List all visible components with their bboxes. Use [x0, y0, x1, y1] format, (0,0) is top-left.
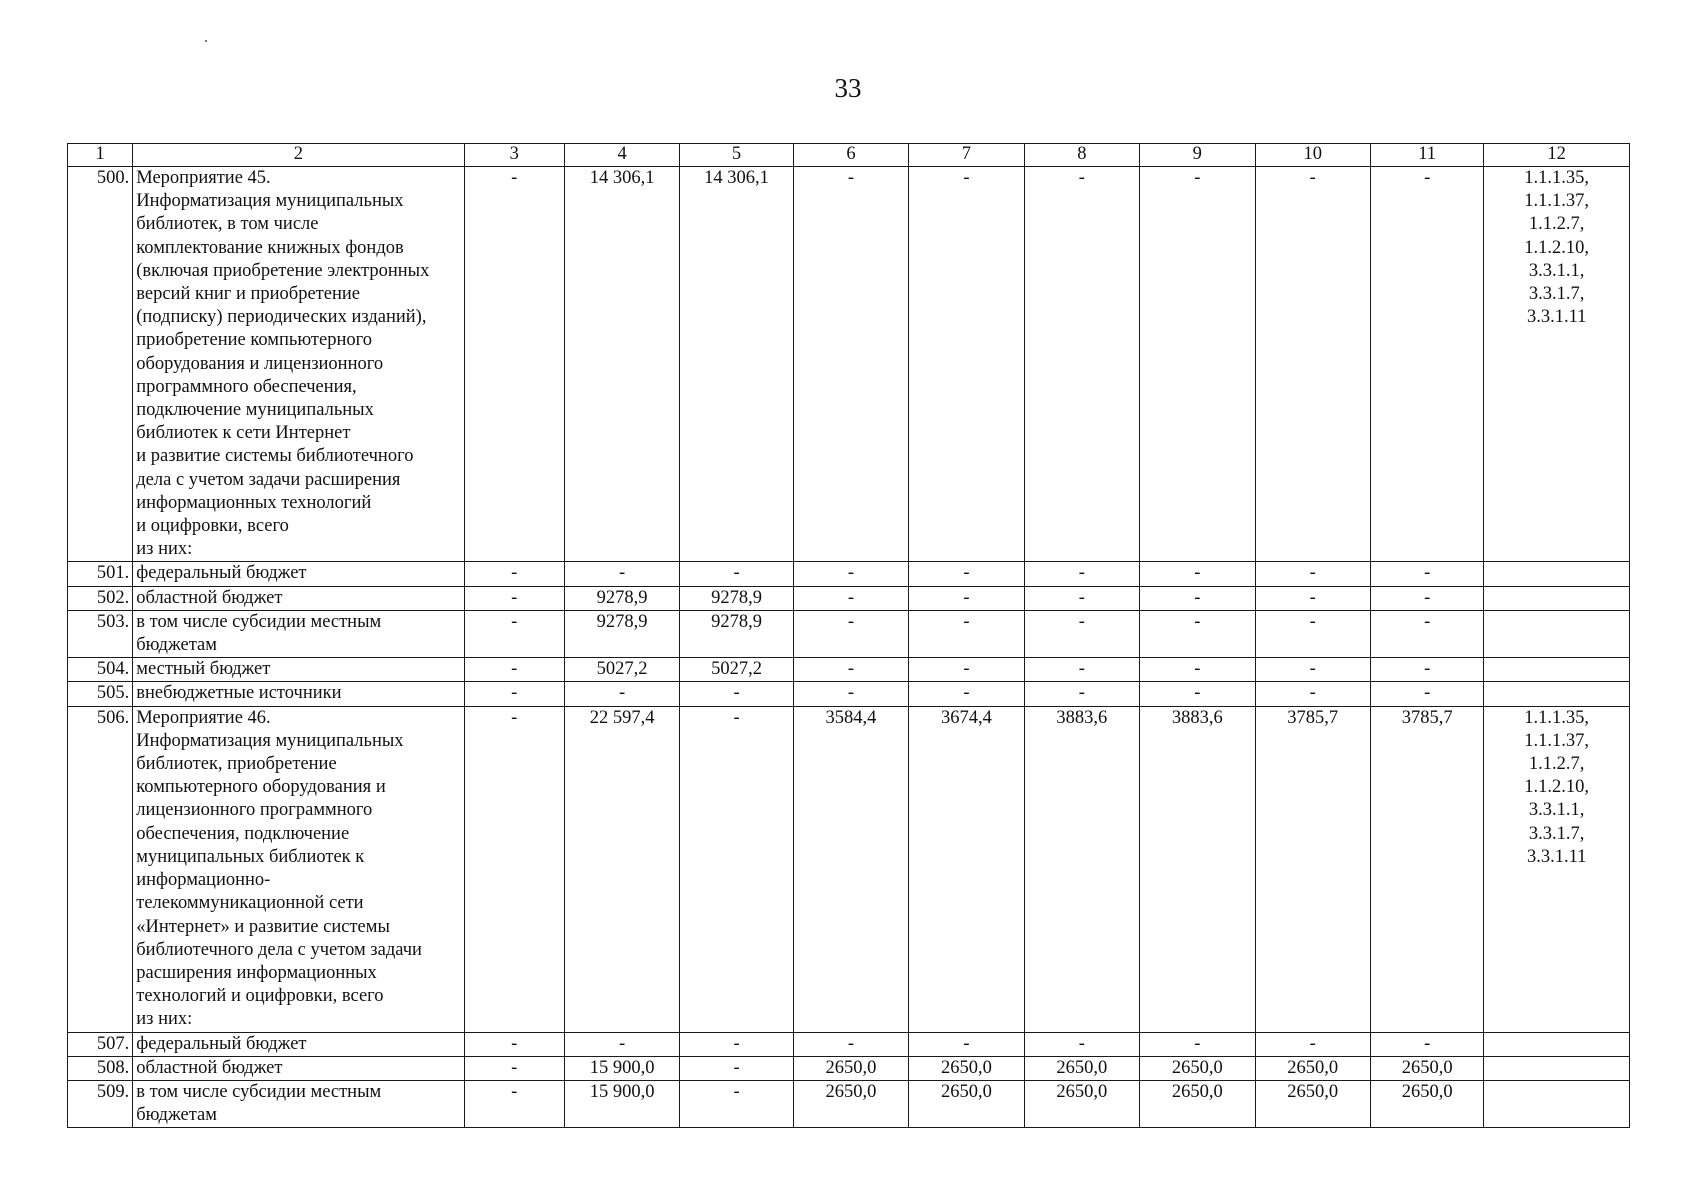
- indicator-code: 3.3.1.7,: [1528, 284, 1585, 305]
- table-row: [68, 1032, 1630, 1056]
- row-number: 507.: [68, 1032, 133, 1056]
- row-name-line: (включая приобретение электронных: [136, 260, 430, 281]
- budget-table: [67, 143, 1630, 1128]
- row-number: 509.: [68, 1080, 133, 1127]
- row-name: [133, 1080, 464, 1127]
- row-name-line: областной бюджет: [136, 587, 283, 608]
- value-cell: -: [464, 658, 564, 682]
- value-cell: 9278,9: [564, 586, 679, 610]
- value-cell: 14 306,1: [680, 167, 793, 562]
- indicator-codes: [1484, 610, 1630, 657]
- value-cell: -: [1370, 682, 1483, 706]
- column-header: 6: [793, 144, 908, 167]
- row-name-line: федеральный бюджет: [136, 1033, 307, 1054]
- value-cell: 2650,0: [1140, 1080, 1255, 1127]
- indicator-codes: [1484, 658, 1630, 682]
- row-name-line: бюджетам: [136, 635, 217, 656]
- column-header: 9: [1140, 144, 1255, 167]
- row-name-line: дела с учетом задачи расширения: [136, 469, 401, 490]
- value-cell: -: [464, 1080, 564, 1127]
- value-cell: -: [1024, 610, 1139, 657]
- column-header: 1: [68, 144, 133, 167]
- value-cell: -: [909, 586, 1024, 610]
- value-cell: -: [1140, 610, 1255, 657]
- row-name-line: лицензионного программного: [136, 800, 373, 821]
- value-cell: -: [1024, 167, 1139, 562]
- row-name: [133, 610, 464, 657]
- row-name-line: оборудования и лицензионного: [136, 353, 384, 374]
- row-name-line: внебюджетные источники: [136, 683, 342, 704]
- indicator-code: 1.1.2.10,: [1524, 237, 1590, 258]
- value-cell: 22 597,4: [564, 706, 679, 1032]
- indicator-code: 1.1.2.7,: [1528, 214, 1585, 235]
- row-name-line: из них:: [136, 539, 193, 560]
- row-name-line: Информатизация муниципальных: [136, 191, 404, 212]
- value-cell: -: [564, 562, 679, 586]
- column-header: 12: [1484, 144, 1630, 167]
- value-cell: 2650,0: [793, 1056, 908, 1080]
- column-header: 3: [464, 144, 564, 167]
- value-cell: -: [464, 1056, 564, 1080]
- value-cell: 14 306,1: [564, 167, 679, 562]
- column-number-row: [68, 144, 1630, 167]
- value-cell: 2650,0: [793, 1080, 908, 1127]
- value-cell: -: [1024, 682, 1139, 706]
- row-name: [133, 586, 464, 610]
- value-cell: -: [1255, 682, 1370, 706]
- indicator-codes: [1484, 1056, 1630, 1080]
- value-cell: -: [464, 682, 564, 706]
- row-name-line: из них:: [136, 1009, 193, 1030]
- table-row: [68, 562, 1630, 586]
- value-cell: -: [464, 562, 564, 586]
- row-name-line: компьютерного оборудования и: [136, 777, 386, 798]
- row-name-line: телекоммуникационной сети: [136, 893, 364, 914]
- row-name-line: обеспечения, подключение: [136, 823, 350, 844]
- value-cell: 2650,0: [1370, 1080, 1483, 1127]
- row-name-line: технологий и оцифровки, всего: [136, 986, 384, 1007]
- indicator-codes: [1484, 586, 1630, 610]
- value-cell: -: [564, 1032, 679, 1056]
- value-cell: -: [909, 682, 1024, 706]
- column-header: 2: [133, 144, 464, 167]
- column-header: 5: [680, 144, 793, 167]
- value-cell: -: [1370, 586, 1483, 610]
- value-cell: -: [909, 562, 1024, 586]
- row-number: 506.: [68, 706, 133, 1032]
- row-name: [133, 1056, 464, 1080]
- row-name-line: (подписку) периодических изданий),: [136, 307, 427, 328]
- value-cell: -: [793, 1032, 908, 1056]
- value-cell: -: [464, 610, 564, 657]
- row-name-line: и оцифровки, всего: [136, 516, 289, 537]
- value-cell: -: [1255, 586, 1370, 610]
- value-cell: 3785,7: [1255, 706, 1370, 1032]
- row-number: 501.: [68, 562, 133, 586]
- value-cell: -: [1255, 610, 1370, 657]
- value-cell: -: [1370, 562, 1483, 586]
- row-name: [133, 562, 464, 586]
- value-cell: 2650,0: [1024, 1080, 1139, 1127]
- indicator-code: 1.1.1.37,: [1524, 730, 1590, 751]
- value-cell: 2650,0: [1255, 1056, 1370, 1080]
- row-number: 505.: [68, 682, 133, 706]
- value-cell: -: [1024, 1032, 1139, 1056]
- row-name-line: в том числе субсидии местным: [136, 611, 382, 632]
- row-name-line: информационных технологий: [136, 492, 372, 513]
- value-cell: 2650,0: [909, 1080, 1024, 1127]
- value-cell: -: [1140, 1032, 1255, 1056]
- table-row: [68, 658, 1630, 682]
- row-name-line: подключение муниципальных: [136, 400, 374, 421]
- table-body: [68, 167, 1630, 1128]
- indicator-code: 3.3.1.11: [1526, 846, 1587, 867]
- value-cell: -: [680, 706, 793, 1032]
- value-cell: -: [909, 610, 1024, 657]
- row-name: [133, 1032, 464, 1056]
- value-cell: -: [1140, 562, 1255, 586]
- row-name: [133, 682, 464, 706]
- value-cell: -: [1370, 167, 1483, 562]
- table-row: [68, 682, 1630, 706]
- value-cell: -: [1370, 1032, 1483, 1056]
- value-cell: 2650,0: [1024, 1056, 1139, 1080]
- column-header: 11: [1370, 144, 1483, 167]
- row-name-line: версий книг и приобретение: [136, 284, 360, 305]
- value-cell: 9278,9: [564, 610, 679, 657]
- value-cell: 15 900,0: [564, 1080, 679, 1127]
- row-number: 508.: [68, 1056, 133, 1080]
- table-row: [68, 1056, 1630, 1080]
- column-header: 7: [909, 144, 1024, 167]
- row-name-line: библиотек, в том числе: [136, 214, 319, 235]
- value-cell: 9278,9: [680, 610, 793, 657]
- value-cell: -: [1024, 562, 1139, 586]
- value-cell: -: [1140, 658, 1255, 682]
- row-name-line: расширения информационных: [136, 962, 377, 983]
- row-name-line: федеральный бюджет: [136, 563, 307, 584]
- table-row: [68, 167, 1630, 562]
- value-cell: -: [680, 1080, 793, 1127]
- row-name-line: местный бюджет: [136, 659, 271, 680]
- row-name: [133, 167, 464, 562]
- indicator-codes: [1484, 1080, 1630, 1127]
- value-cell: 5027,2: [564, 658, 679, 682]
- value-cell: 9278,9: [680, 586, 793, 610]
- value-cell: -: [1140, 682, 1255, 706]
- row-name-line: библиотечного дела с учетом задачи: [136, 939, 422, 960]
- value-cell: -: [1024, 586, 1139, 610]
- indicator-code: 3.3.1.1,: [1528, 800, 1585, 821]
- row-name-line: Мероприятие 46.: [136, 707, 271, 728]
- value-cell: -: [793, 562, 908, 586]
- row-name-line: «Интернет» и развитие системы: [136, 916, 390, 937]
- scan-speck: [205, 40, 207, 42]
- value-cell: -: [680, 682, 793, 706]
- column-header: 8: [1024, 144, 1139, 167]
- value-cell: -: [464, 1032, 564, 1056]
- row-number: 503.: [68, 610, 133, 657]
- value-cell: -: [909, 658, 1024, 682]
- value-cell: 2650,0: [1140, 1056, 1255, 1080]
- row-name-line: информационно-: [136, 870, 271, 891]
- value-cell: -: [1140, 586, 1255, 610]
- row-name-line: и развитие системы библиотечного: [136, 446, 414, 467]
- value-cell: 15 900,0: [564, 1056, 679, 1080]
- value-cell: -: [793, 682, 908, 706]
- value-cell: -: [1024, 658, 1139, 682]
- value-cell: -: [680, 1032, 793, 1056]
- row-number: 502.: [68, 586, 133, 610]
- table-row: [68, 1080, 1630, 1127]
- indicator-codes: [1484, 682, 1630, 706]
- value-cell: 2650,0: [1255, 1080, 1370, 1127]
- indicator-code: 1.1.2.10,: [1524, 777, 1590, 798]
- row-name-line: библиотек к сети Интернет: [136, 423, 351, 444]
- value-cell: -: [1255, 658, 1370, 682]
- table-row: [68, 706, 1630, 1032]
- value-cell: 2650,0: [909, 1056, 1024, 1080]
- indicator-code: 3.3.1.1,: [1528, 260, 1585, 281]
- indicator-code: 3.3.1.11: [1526, 307, 1587, 328]
- value-cell: 3584,4: [793, 706, 908, 1032]
- row-name-line: муниципальных библиотек к: [136, 846, 365, 867]
- row-name: [133, 658, 464, 682]
- value-cell: 3674,4: [909, 706, 1024, 1032]
- row-name-line: областной бюджет: [136, 1057, 283, 1078]
- value-cell: -: [1255, 167, 1370, 562]
- column-header: 4: [564, 144, 679, 167]
- row-name-line: Информатизация муниципальных: [136, 730, 404, 751]
- row-number: 504.: [68, 658, 133, 682]
- table-row: [68, 610, 1630, 657]
- column-header: 10: [1255, 144, 1370, 167]
- value-cell: -: [793, 167, 908, 562]
- value-cell: -: [1255, 562, 1370, 586]
- row-number: 500.: [68, 167, 133, 562]
- value-cell: -: [464, 167, 564, 562]
- value-cell: 3883,6: [1140, 706, 1255, 1032]
- value-cell: -: [793, 586, 908, 610]
- value-cell: -: [464, 586, 564, 610]
- value-cell: -: [793, 610, 908, 657]
- row-name-line: бюджетам: [136, 1105, 217, 1126]
- value-cell: -: [464, 706, 564, 1032]
- row-name-line: приобретение компьютерного: [136, 330, 372, 351]
- value-cell: -: [1140, 167, 1255, 562]
- value-cell: -: [909, 1032, 1024, 1056]
- indicator-codes: [1484, 562, 1630, 586]
- indicator-code: 1.1.1.37,: [1524, 191, 1590, 212]
- row-name-line: комплектование книжных фондов: [136, 237, 404, 258]
- value-cell: -: [564, 682, 679, 706]
- value-cell: -: [1370, 658, 1483, 682]
- indicator-code: 1.1.2.7,: [1528, 754, 1585, 775]
- value-cell: 3785,7: [1370, 706, 1483, 1032]
- row-name-line: программного обеспечения,: [136, 376, 357, 397]
- indicator-code: 3.3.1.7,: [1528, 823, 1585, 844]
- value-cell: 2650,0: [1370, 1056, 1483, 1080]
- indicator-codes: [1484, 706, 1630, 1032]
- row-name-line: в том числе субсидии местным: [136, 1081, 382, 1102]
- value-cell: 5027,2: [680, 658, 793, 682]
- row-name-line: библиотек, приобретение: [136, 754, 337, 775]
- value-cell: -: [1255, 1032, 1370, 1056]
- indicator-codes: [1484, 167, 1630, 562]
- row-name: [133, 706, 464, 1032]
- indicator-codes: [1484, 1032, 1630, 1056]
- value-cell: -: [793, 658, 908, 682]
- value-cell: -: [1370, 610, 1483, 657]
- value-cell: -: [909, 167, 1024, 562]
- row-name-line: Мероприятие 45.: [136, 168, 271, 188]
- indicator-code: 1.1.1.35,: [1524, 168, 1590, 188]
- indicator-code: 1.1.1.35,: [1524, 707, 1590, 728]
- value-cell: -: [680, 562, 793, 586]
- page-number: 33: [834, 73, 862, 103]
- value-cell: -: [680, 1056, 793, 1080]
- value-cell: 3883,6: [1024, 706, 1139, 1032]
- table-row: [68, 586, 1630, 610]
